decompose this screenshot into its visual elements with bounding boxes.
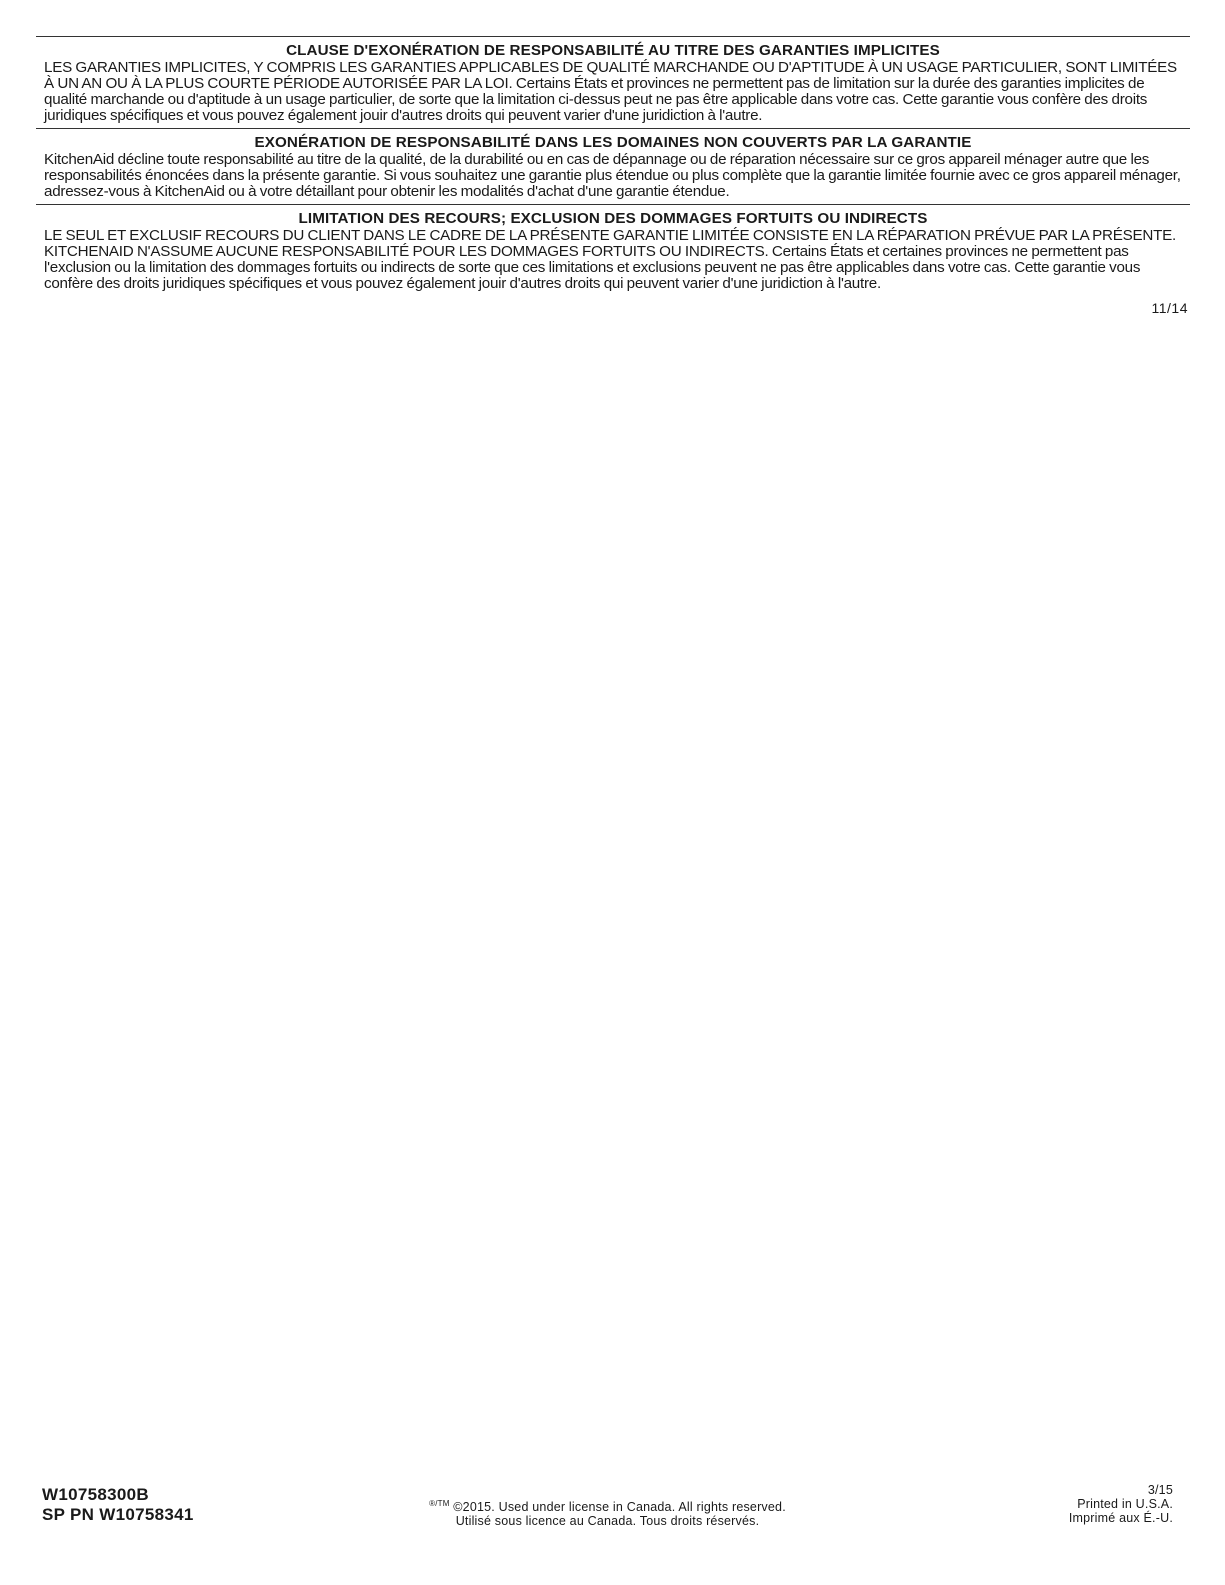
warranty-date: 11/14 [1151, 300, 1188, 316]
copyright-en [42, 1497, 1173, 1514]
page-footer [42, 1485, 1173, 1545]
implied-warranty-section [36, 36, 1190, 128]
printed-fr: Imprimé aux É.-U. [1068, 1511, 1173, 1525]
printed-en: Printed in U.S.A. [1077, 1497, 1173, 1511]
sp-part-number: SP PN W10758341 [42, 1505, 194, 1524]
copyright-fr: Utilisé sous licence au Canada. Tous droits réservés. [455, 1514, 760, 1529]
section-title: CLAUSE D'EXONÉRATION DE RESPONSABILITÉ AU TITRE DES GARANTIES IMPLICITES [286, 42, 940, 59]
limitation-remedies-section [36, 204, 1190, 296]
section-body: LE SEUL ET EXCLUSIF RECOURS DU CLIENT DANS LE CADRE DE LA PRÉSENTE GARANTIE LIMITÉE CONSISTE EN LA RÉPARATION PRÉVUE PAR LA PRÉSENTE. KITCHENAID N'ASSUME AUCUNE RESPONSABILITÉ POUR LES DOMMAGES FORTUITS OU INDIRECTS. Certains États et certaines provinces ne permettent pas l'exclusion ou la limitation des dommages fortuits ou indirects de sorte que ces limitations et exclusions peuvent ne pas être applicables dans votre cas. Cette garantie vous confère des droits juridiques spécifiques et vous pouvez également jouir d'autres droits qui peuvent varier d'une juridiction à l'autre. [44, 227, 1176, 292]
part-number: W10758300B [42, 1485, 149, 1504]
trademark-mark: ®/TM [429, 1499, 450, 1508]
print-info [1069, 1483, 1173, 1525]
section-title: LIMITATION DES RECOURS; EXCLUSION DES DOMMAGES FORTUITS OU INDIRECTS [298, 210, 928, 227]
copyright-notice [42, 1497, 1173, 1528]
print-date: 3/15 [1147, 1483, 1173, 1497]
section-body: KitchenAid décline toute responsabilité au titre de la qualité, de la durabilité ou en cas de dépannage ou de réparation nécessaire sur ce gros appareil ménager autre que les responsabilités énoncées dans la présente garantie. Si vous souhaitez une garantie plus étendue ou plus complète que la garantie limitée fournie avec ce gros appareil ménager, adressez-vous à KitchenAid ou à votre détaillant pour obtenir les modalités d'achat d'une garantie étendue. [44, 151, 1181, 200]
not-covered-section [36, 128, 1190, 204]
section-title: EXONÉRATION DE RESPONSABILITÉ DANS LES DOMAINES NON COUVERTS PAR LA GARANTIE [254, 134, 972, 151]
section-body: LES GARANTIES IMPLICITES, Y COMPRIS LES GARANTIES APPLICABLES DE QUALITÉ MARCHANDE OU D'APTITUDE À UN USAGE PARTICULIER, SONT LIMITÉES À UN AN OU À LA PLUS COURTE PÉRIODE AUTORISÉE PAR LA LOI. Certains États et provinces ne permettent pas de limitation sur la durée des garanties implicites de qualité marchande ou d'aptitude à un usage particulier, de sorte que la limitation ci-dessus peut ne pas être applicable dans votre cas. Cette garantie vous confère des droits juridiques spécifiques et vous pouvez également jouir d'autres droits qui peuvent varier d'une juridiction à l'autre. [44, 59, 1177, 124]
copyright-en-text: ©2015. Used under license in Canada. All rights reserved. [453, 1500, 786, 1515]
warranty-page [36, 36, 1190, 316]
